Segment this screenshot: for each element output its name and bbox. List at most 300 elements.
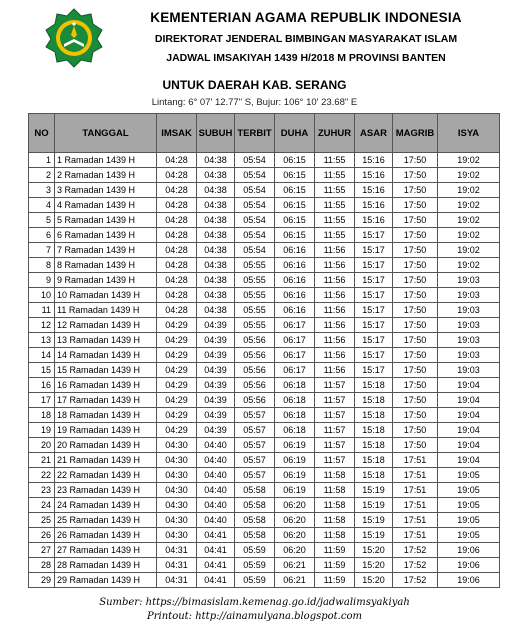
table-row: [29, 258, 500, 273]
col-duha-cell: 06:19: [275, 468, 315, 483]
col-isya-cell: 19:03: [438, 348, 500, 363]
col-no-cell: 18: [29, 408, 55, 423]
col-isya-header: ISYA: [438, 114, 500, 153]
col-tanggal-cell: 28 Ramadan 1439 H: [55, 558, 157, 573]
col-no-cell: 29: [29, 573, 55, 588]
col-terbit-cell: 05:54: [235, 153, 275, 168]
col-zuhur-cell: 11:57: [315, 438, 355, 453]
col-subuh-cell: 04:39: [197, 423, 235, 438]
col-tanggal-header: TANGGAL: [55, 114, 157, 153]
directorate-title: DIREKTORAT JENDERAL BIMBINGAN MASYARAKAT ISLAM: [154, 33, 458, 45]
col-no-cell: 23: [29, 483, 55, 498]
col-magrib-cell: 17:51: [393, 528, 438, 543]
col-asar-cell: 15:18: [355, 408, 393, 423]
col-terbit-cell: 05:54: [235, 228, 275, 243]
col-magrib-cell: 17:52: [393, 558, 438, 573]
table-row: [29, 483, 500, 498]
col-terbit-cell: 05:56: [235, 348, 275, 363]
col-isya-cell: 19:04: [438, 423, 500, 438]
table-body: [29, 153, 500, 588]
col-no-cell: 1: [29, 153, 55, 168]
col-isya-cell: 19:02: [438, 258, 500, 273]
col-zuhur-cell: 11:55: [315, 228, 355, 243]
col-isya-cell: 19:04: [438, 438, 500, 453]
col-no-cell: 27: [29, 543, 55, 558]
col-magrib-cell: 17:50: [393, 363, 438, 378]
col-magrib-cell: 17:51: [393, 468, 438, 483]
col-subuh-cell: 04:38: [197, 243, 235, 258]
col-no-cell: 16: [29, 378, 55, 393]
col-asar-cell: 15:17: [355, 288, 393, 303]
table-row: [29, 558, 500, 573]
col-subuh-cell: 04:39: [197, 318, 235, 333]
col-asar-cell: 15:16: [355, 213, 393, 228]
col-isya-cell: 19:02: [438, 228, 500, 243]
col-imsak-cell: 04:30: [157, 513, 197, 528]
col-magrib-cell: 17:51: [393, 498, 438, 513]
col-subuh-cell: 04:41: [197, 573, 235, 588]
col-terbit-cell: 05:54: [235, 213, 275, 228]
col-asar-cell: 15:19: [355, 483, 393, 498]
col-tanggal-cell: 14 Ramadan 1439 H: [55, 348, 157, 363]
col-imsak-cell: 04:28: [157, 198, 197, 213]
col-zuhur-cell: 11:56: [315, 348, 355, 363]
ministry-logo: [44, 8, 104, 68]
col-zuhur-cell: 11:59: [315, 543, 355, 558]
col-imsak-cell: 04:30: [157, 498, 197, 513]
table-row: [29, 363, 500, 378]
col-tanggal-cell: 29 Ramadan 1439 H: [55, 573, 157, 588]
col-duha-cell: 06:21: [275, 573, 315, 588]
col-duha-cell: 06:20: [275, 528, 315, 543]
col-asar-cell: 15:17: [355, 258, 393, 273]
col-asar-cell: 15:17: [355, 303, 393, 318]
col-duha-cell: 06:16: [275, 288, 315, 303]
col-terbit-cell: 05:54: [235, 183, 275, 198]
col-duha-cell: 06:15: [275, 198, 315, 213]
col-isya-cell: 19:02: [438, 213, 500, 228]
col-no-cell: 25: [29, 513, 55, 528]
col-isya-cell: 19:02: [438, 183, 500, 198]
col-tanggal-cell: 19 Ramadan 1439 H: [55, 423, 157, 438]
col-asar-cell: 15:16: [355, 168, 393, 183]
col-zuhur-cell: 11:56: [315, 258, 355, 273]
col-no-header: NO: [29, 114, 55, 153]
col-imsak-cell: 04:28: [157, 213, 197, 228]
col-imsak-cell: 04:30: [157, 453, 197, 468]
col-zuhur-cell: 11:56: [315, 288, 355, 303]
table-header-row: [29, 114, 500, 153]
col-magrib-header: MAGRIB: [393, 114, 438, 153]
col-zuhur-cell: 11:55: [315, 153, 355, 168]
col-no-cell: 28: [29, 558, 55, 573]
col-terbit-cell: 05:57: [235, 438, 275, 453]
col-zuhur-cell: 11:55: [315, 213, 355, 228]
col-subuh-cell: 04:39: [197, 408, 235, 423]
col-tanggal-cell: 23 Ramadan 1439 H: [55, 483, 157, 498]
col-no-cell: 21: [29, 453, 55, 468]
table-row: [29, 378, 500, 393]
col-no-cell: 14: [29, 348, 55, 363]
col-tanggal-cell: 8 Ramadan 1439 H: [55, 258, 157, 273]
col-asar-cell: 15:18: [355, 393, 393, 408]
col-tanggal-cell: 21 Ramadan 1439 H: [55, 453, 157, 468]
col-imsak-cell: 04:28: [157, 273, 197, 288]
col-asar-cell: 15:20: [355, 573, 393, 588]
col-duha-cell: 06:21: [275, 558, 315, 573]
col-no-cell: 4: [29, 198, 55, 213]
col-duha-cell: 06:18: [275, 378, 315, 393]
col-subuh-cell: 04:41: [197, 543, 235, 558]
col-isya-cell: 19:02: [438, 168, 500, 183]
col-magrib-cell: 17:50: [393, 393, 438, 408]
col-zuhur-cell: 11:56: [315, 303, 355, 318]
table-row: [29, 153, 500, 168]
col-magrib-cell: 17:50: [393, 378, 438, 393]
col-zuhur-cell: 11:56: [315, 318, 355, 333]
col-imsak-cell: 04:30: [157, 438, 197, 453]
col-subuh-cell: 04:38: [197, 198, 235, 213]
col-no-cell: 8: [29, 258, 55, 273]
col-terbit-cell: 05:55: [235, 258, 275, 273]
col-tanggal-cell: 3 Ramadan 1439 H: [55, 183, 157, 198]
col-imsak-cell: 04:28: [157, 228, 197, 243]
col-zuhur-cell: 11:57: [315, 453, 355, 468]
col-magrib-cell: 17:50: [393, 243, 438, 258]
col-no-cell: 10: [29, 288, 55, 303]
col-asar-cell: 15:16: [355, 198, 393, 213]
col-magrib-cell: 17:50: [393, 183, 438, 198]
table-row: [29, 273, 500, 288]
col-isya-cell: 19:03: [438, 303, 500, 318]
col-zuhur-cell: 11:57: [315, 423, 355, 438]
col-imsak-cell: 04:29: [157, 333, 197, 348]
col-magrib-cell: 17:50: [393, 423, 438, 438]
col-tanggal-cell: 18 Ramadan 1439 H: [55, 408, 157, 423]
col-tanggal-cell: 26 Ramadan 1439 H: [55, 528, 157, 543]
col-imsak-cell: 04:29: [157, 318, 197, 333]
col-subuh-cell: 04:38: [197, 273, 235, 288]
col-tanggal-cell: 5 Ramadan 1439 H: [55, 213, 157, 228]
col-terbit-cell: 05:56: [235, 363, 275, 378]
table-row: [29, 318, 500, 333]
col-tanggal-cell: 22 Ramadan 1439 H: [55, 468, 157, 483]
col-tanggal-cell: 1 Ramadan 1439 H: [55, 153, 157, 168]
col-terbit-cell: 05:57: [235, 468, 275, 483]
col-magrib-cell: 17:51: [393, 483, 438, 498]
col-imsak-cell: 04:28: [157, 258, 197, 273]
col-zuhur-cell: 11:55: [315, 183, 355, 198]
col-duha-cell: 06:15: [275, 228, 315, 243]
schedule-title: JADWAL IMSAKIYAH 1439 H/2018 M PROVINSI BANTEN: [166, 52, 446, 64]
col-terbit-cell: 05:55: [235, 288, 275, 303]
col-tanggal-cell: 4 Ramadan 1439 H: [55, 198, 157, 213]
col-subuh-cell: 04:38: [197, 303, 235, 318]
col-no-cell: 7: [29, 243, 55, 258]
col-terbit-cell: 05:55: [235, 318, 275, 333]
table-row: [29, 438, 500, 453]
col-imsak-cell: 04:28: [157, 168, 197, 183]
table-row: [29, 528, 500, 543]
table-row: [29, 498, 500, 513]
col-tanggal-cell: 12 Ramadan 1439 H: [55, 318, 157, 333]
col-asar-cell: 15:19: [355, 513, 393, 528]
col-duha-cell: 06:19: [275, 453, 315, 468]
col-no-cell: 2: [29, 168, 55, 183]
col-asar-cell: 15:18: [355, 423, 393, 438]
col-asar-cell: 15:17: [355, 243, 393, 258]
col-isya-cell: 19:03: [438, 318, 500, 333]
col-subuh-cell: 04:39: [197, 333, 235, 348]
col-isya-cell: 19:05: [438, 483, 500, 498]
col-tanggal-cell: 20 Ramadan 1439 H: [55, 438, 157, 453]
col-zuhur-cell: 11:56: [315, 243, 355, 258]
col-terbit-cell: 05:58: [235, 483, 275, 498]
col-zuhur-cell: 11:58: [315, 468, 355, 483]
col-magrib-cell: 17:50: [393, 168, 438, 183]
col-terbit-cell: 05:56: [235, 378, 275, 393]
col-asar-cell: 15:19: [355, 498, 393, 513]
col-duha-cell: 06:20: [275, 513, 315, 528]
col-asar-cell: 15:20: [355, 558, 393, 573]
printout-text: Printout: http://ainamulyana.blogspot.com: [147, 611, 362, 622]
col-terbit-cell: 05:56: [235, 393, 275, 408]
table-row: [29, 198, 500, 213]
table-row: [29, 288, 500, 303]
table-row: [29, 213, 500, 228]
col-imsak-cell: 04:29: [157, 408, 197, 423]
col-subuh-cell: 04:40: [197, 513, 235, 528]
col-tanggal-cell: 13 Ramadan 1439 H: [55, 333, 157, 348]
col-duha-cell: 06:17: [275, 333, 315, 348]
col-duha-cell: 06:17: [275, 363, 315, 378]
col-tanggal-cell: 7 Ramadan 1439 H: [55, 243, 157, 258]
table-row: [29, 513, 500, 528]
col-magrib-cell: 17:50: [393, 273, 438, 288]
col-zuhur-header: ZUHUR: [315, 114, 355, 153]
col-isya-cell: 19:05: [438, 498, 500, 513]
col-asar-cell: 15:17: [355, 333, 393, 348]
col-magrib-cell: 17:51: [393, 453, 438, 468]
col-imsak-cell: 04:31: [157, 558, 197, 573]
col-magrib-cell: 17:50: [393, 213, 438, 228]
col-terbit-cell: 05:58: [235, 528, 275, 543]
col-zuhur-cell: 11:57: [315, 408, 355, 423]
col-no-cell: 26: [29, 528, 55, 543]
col-asar-cell: 15:17: [355, 318, 393, 333]
col-imsak-cell: 04:28: [157, 303, 197, 318]
col-subuh-cell: 04:38: [197, 228, 235, 243]
col-imsak-cell: 04:30: [157, 483, 197, 498]
col-terbit-cell: 05:58: [235, 498, 275, 513]
col-zuhur-cell: 11:57: [315, 393, 355, 408]
col-asar-cell: 15:16: [355, 183, 393, 198]
col-tanggal-cell: 25 Ramadan 1439 H: [55, 513, 157, 528]
col-isya-cell: 19:05: [438, 528, 500, 543]
table-row: [29, 243, 500, 258]
col-subuh-cell: 04:40: [197, 438, 235, 453]
col-duha-cell: 06:16: [275, 303, 315, 318]
col-zuhur-cell: 11:58: [315, 513, 355, 528]
col-duha-cell: 06:18: [275, 393, 315, 408]
table-row: [29, 168, 500, 183]
col-subuh-header: SUBUH: [197, 114, 235, 153]
col-tanggal-cell: 10 Ramadan 1439 H: [55, 288, 157, 303]
col-subuh-cell: 04:40: [197, 468, 235, 483]
col-isya-cell: 19:04: [438, 378, 500, 393]
col-terbit-cell: 05:58: [235, 513, 275, 528]
col-no-cell: 9: [29, 273, 55, 288]
col-duha-cell: 06:19: [275, 483, 315, 498]
col-subuh-cell: 04:38: [197, 183, 235, 198]
col-isya-cell: 19:05: [438, 468, 500, 483]
table-row: [29, 348, 500, 363]
col-imsak-cell: 04:28: [157, 243, 197, 258]
col-tanggal-cell: 24 Ramadan 1439 H: [55, 498, 157, 513]
col-terbit-cell: 05:57: [235, 453, 275, 468]
ministry-title: KEMENTERIAN AGAMA REPUBLIK INDONESIA: [150, 10, 462, 25]
col-asar-header: ASAR: [355, 114, 393, 153]
col-imsak-header: IMSAK: [157, 114, 197, 153]
col-zuhur-cell: 11:59: [315, 558, 355, 573]
col-isya-cell: 19:03: [438, 288, 500, 303]
col-subuh-cell: 04:40: [197, 453, 235, 468]
col-magrib-cell: 17:50: [393, 408, 438, 423]
col-subuh-cell: 04:39: [197, 363, 235, 378]
col-imsak-cell: 04:31: [157, 543, 197, 558]
col-imsak-cell: 04:29: [157, 363, 197, 378]
col-duha-cell: 06:15: [275, 153, 315, 168]
col-isya-cell: 19:04: [438, 408, 500, 423]
col-subuh-cell: 04:38: [197, 153, 235, 168]
col-magrib-cell: 17:50: [393, 303, 438, 318]
col-isya-cell: 19:02: [438, 243, 500, 258]
col-magrib-cell: 17:50: [393, 228, 438, 243]
col-tanggal-cell: 11 Ramadan 1439 H: [55, 303, 157, 318]
col-magrib-cell: 17:51: [393, 513, 438, 528]
col-isya-cell: 19:02: [438, 153, 500, 168]
col-isya-cell: 19:03: [438, 273, 500, 288]
col-duha-cell: 06:17: [275, 348, 315, 363]
col-asar-cell: 15:18: [355, 438, 393, 453]
col-zuhur-cell: 11:58: [315, 498, 355, 513]
col-imsak-cell: 04:28: [157, 288, 197, 303]
col-imsak-cell: 04:29: [157, 378, 197, 393]
col-imsak-cell: 04:30: [157, 468, 197, 483]
col-duha-cell: 06:16: [275, 258, 315, 273]
col-terbit-header: TERBIT: [235, 114, 275, 153]
col-imsak-cell: 04:30: [157, 528, 197, 543]
col-duha-cell: 06:15: [275, 183, 315, 198]
col-duha-cell: 06:20: [275, 498, 315, 513]
col-terbit-cell: 05:57: [235, 423, 275, 438]
col-zuhur-cell: 11:58: [315, 528, 355, 543]
table-row: [29, 543, 500, 558]
col-no-cell: 15: [29, 363, 55, 378]
col-subuh-cell: 04:40: [197, 483, 235, 498]
col-imsak-cell: 04:29: [157, 393, 197, 408]
col-asar-cell: 15:18: [355, 453, 393, 468]
col-duha-cell: 06:20: [275, 543, 315, 558]
col-zuhur-cell: 11:55: [315, 198, 355, 213]
col-subuh-cell: 04:39: [197, 393, 235, 408]
table-row: [29, 453, 500, 468]
col-zuhur-cell: 11:55: [315, 168, 355, 183]
col-tanggal-cell: 6 Ramadan 1439 H: [55, 228, 157, 243]
col-no-cell: 13: [29, 333, 55, 348]
col-terbit-cell: 05:54: [235, 198, 275, 213]
col-imsak-cell: 04:28: [157, 153, 197, 168]
col-duha-cell: 06:18: [275, 408, 315, 423]
col-duha-cell: 06:18: [275, 423, 315, 438]
col-no-cell: 3: [29, 183, 55, 198]
col-subuh-cell: 04:38: [197, 168, 235, 183]
col-asar-cell: 15:20: [355, 543, 393, 558]
col-magrib-cell: 17:50: [393, 333, 438, 348]
col-tanggal-cell: 9 Ramadan 1439 H: [55, 273, 157, 288]
col-isya-cell: 19:04: [438, 393, 500, 408]
col-isya-cell: 19:03: [438, 333, 500, 348]
table-row: [29, 468, 500, 483]
col-imsak-cell: 04:28: [157, 183, 197, 198]
col-magrib-cell: 17:50: [393, 198, 438, 213]
col-subuh-cell: 04:39: [197, 378, 235, 393]
col-imsak-cell: 04:31: [157, 573, 197, 588]
col-isya-cell: 19:06: [438, 573, 500, 588]
col-asar-cell: 15:19: [355, 528, 393, 543]
col-isya-cell: 19:04: [438, 453, 500, 468]
col-magrib-cell: 17:50: [393, 153, 438, 168]
col-no-cell: 5: [29, 213, 55, 228]
col-duha-cell: 06:19: [275, 438, 315, 453]
col-subuh-cell: 04:38: [197, 288, 235, 303]
col-terbit-cell: 05:55: [235, 303, 275, 318]
col-no-cell: 17: [29, 393, 55, 408]
col-tanggal-cell: 15 Ramadan 1439 H: [55, 363, 157, 378]
col-subuh-cell: 04:41: [197, 528, 235, 543]
col-asar-cell: 15:18: [355, 378, 393, 393]
col-zuhur-cell: 11:56: [315, 273, 355, 288]
col-terbit-cell: 05:54: [235, 243, 275, 258]
col-magrib-cell: 17:50: [393, 318, 438, 333]
col-terbit-cell: 05:59: [235, 543, 275, 558]
col-terbit-cell: 05:55: [235, 273, 275, 288]
col-isya-cell: 19:02: [438, 198, 500, 213]
table-row: [29, 183, 500, 198]
col-asar-cell: 15:17: [355, 228, 393, 243]
col-magrib-cell: 17:52: [393, 543, 438, 558]
col-zuhur-cell: 11:56: [315, 363, 355, 378]
table-row: [29, 423, 500, 438]
table-row: [29, 408, 500, 423]
col-magrib-cell: 17:50: [393, 348, 438, 363]
col-zuhur-cell: 11:58: [315, 483, 355, 498]
region-title: UNTUK DAERAH KAB. SERANG: [162, 78, 347, 92]
col-duha-header: DUHA: [275, 114, 315, 153]
col-isya-cell: 19:06: [438, 558, 500, 573]
table-row: [29, 393, 500, 408]
table-row: [29, 228, 500, 243]
col-no-cell: 24: [29, 498, 55, 513]
col-zuhur-cell: 11:56: [315, 333, 355, 348]
col-asar-cell: 15:17: [355, 348, 393, 363]
col-duha-cell: 06:15: [275, 213, 315, 228]
table-row: [29, 303, 500, 318]
col-asar-cell: 15:16: [355, 153, 393, 168]
col-no-cell: 19: [29, 423, 55, 438]
col-duha-cell: 06:17: [275, 318, 315, 333]
col-terbit-cell: 05:56: [235, 333, 275, 348]
